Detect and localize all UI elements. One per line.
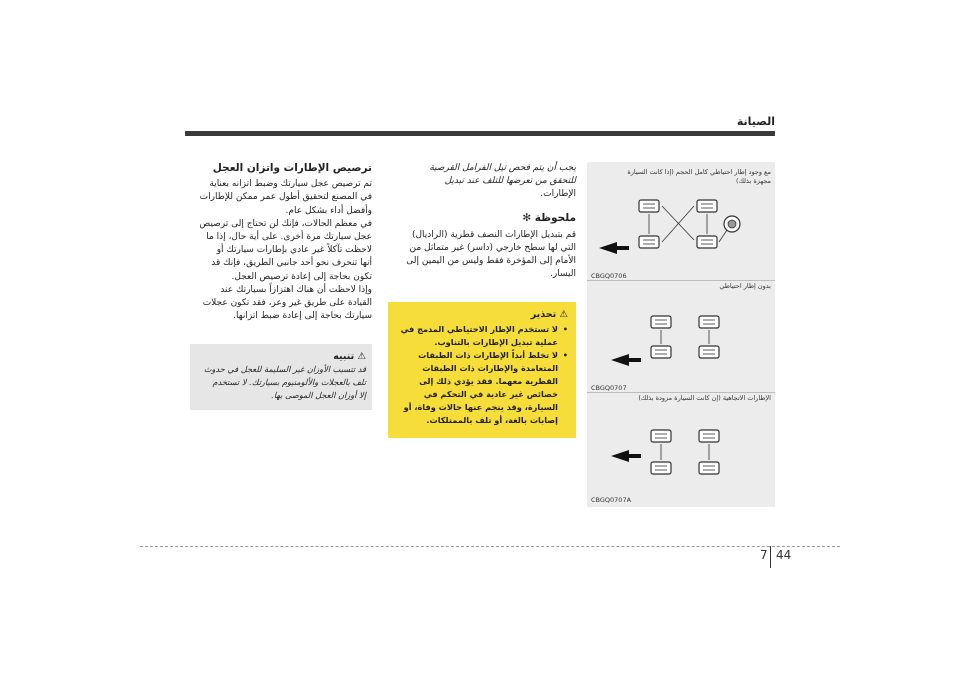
intro-line: يجب أن يتم فحص تيل الفرامل القرصية [429, 163, 576, 173]
right-column [190, 162, 372, 323]
caution-item: • لا تخلط أبداً الإطارات ذات الطبقات المتعامدة والإطارات ذات الطبقات القطرية معهما. فقد يؤدي ذلك إلى خصائص غير عادية في التحكم في السيارة، وقد ينجم عنها حالات وفاة، أو إصابات بالغة، أو تلف بالممتلكات. [396, 349, 568, 427]
paragraph-line: وإذا لاحظت أن هناك اهتزازاً بسيارتك عند [220, 284, 372, 295]
header-rule [185, 131, 775, 136]
caution-heading [396, 308, 568, 321]
note-line: التي لها سطح خارجي (داسر) غير متماثل من [409, 243, 576, 254]
warning-title: تنبيه [333, 351, 355, 362]
note-line: الأمام إلى المؤخرة فقط وليس من اليمين إلى [406, 256, 576, 267]
section-title: الصيانة [736, 115, 775, 128]
paragraph-line: عجل سيارتك مرة أخرى. على أية حال، إذا ما [206, 232, 372, 243]
warning-triangle-icon: ⚠ [559, 309, 568, 320]
caution-box [388, 302, 576, 438]
warning-triangle-icon: ⚠ [357, 351, 366, 362]
warning-line: إلا أوزان العجل الموصى بها. [271, 390, 366, 400]
figure-caption-3: الإطارات الاتجاهية (إن كانت السيارة مزودة بذلك) [638, 394, 771, 402]
figure-caption-2: بدون إطار احتياطي [719, 282, 771, 290]
warning-line: قد تتسبب الأوزان غير السليمة للعجل في حدوث [203, 364, 366, 374]
page-number-separator [770, 546, 771, 568]
paragraph-line: القيادة على طريق غير وعر، فقد تكون عجلات [202, 298, 372, 309]
warning-box [190, 344, 372, 410]
asterisk-icon: ✻ [522, 211, 532, 224]
paragraph-line: في المصنع لتحقيق أطول عمر ممكن للإطارات [199, 192, 372, 203]
paragraph-line: تم ترصيص عجل سيارتك وضبط اتزانه بعناية [209, 179, 372, 190]
note-line: قم بتبديل الإطارات النصف قطرية (الراديال) [411, 229, 576, 240]
paragraph-line: تكون بحاجة إلى إعادة ترصيص العجل. [231, 271, 372, 282]
tire-rotation-diagram-full-spare [587, 184, 775, 272]
warning-line: تلف بالعجلات والألومنيوم بسيارتك. لا تستخدم [212, 377, 366, 387]
figure-code-1: CBGQ0706 [591, 272, 627, 280]
paragraph-line: سيارتك بحاجة إلى إعادة ضبط اتزانها. [233, 311, 372, 322]
tire-rotation-diagram-no-spare [587, 302, 775, 382]
figure-divider [587, 280, 775, 281]
intro-line: الإطارات. [540, 189, 576, 200]
middle-column [388, 162, 576, 282]
paragraph-line: في معظم الحالات، فإنك لن تحتاج إلى ترصيص [199, 218, 372, 229]
page-number-chapter: 7 [760, 548, 768, 562]
figure-code-2: CBGQ0707 [591, 384, 627, 392]
note-line: اليسار. [550, 269, 576, 280]
note-heading [388, 212, 576, 225]
wheel-alignment-heading: ترصيص الإطارات واتزان العجل [212, 162, 372, 174]
warning-heading [196, 350, 366, 363]
tire-rotation-diagram-directional [587, 414, 775, 494]
figure-panel [587, 162, 775, 507]
intro-line: للتحقق من تعرضها للتلف عند تبديل [444, 176, 576, 187]
page-number: 44 [776, 548, 792, 562]
paragraph-line: لاحظت تآكلاً غير عادي بإطارات سيارتك أو [216, 245, 372, 256]
figure-divider [587, 392, 775, 393]
figure-code-3: CBGQ0707A [591, 496, 632, 504]
paragraph-line: وأفضل أداء بشكل عام. [285, 205, 372, 216]
note-title: ملحوظة [534, 211, 576, 224]
figure-caption-1: مع وجود إطار احتياطي كامل الحجم (إذا كانت السيارة مجهزة بذلك) [627, 168, 771, 185]
caution-title: تحذير [530, 309, 557, 320]
caution-item: • لا تستخدم الإطار الاحتياطي المدمج في عملية تبديل الإطارات بالتناوب. [396, 323, 568, 349]
footer-rule [140, 546, 840, 547]
paragraph-line: أنها تنحرف نحو أحد جانبي الطريق، فإنك قد [211, 258, 372, 269]
